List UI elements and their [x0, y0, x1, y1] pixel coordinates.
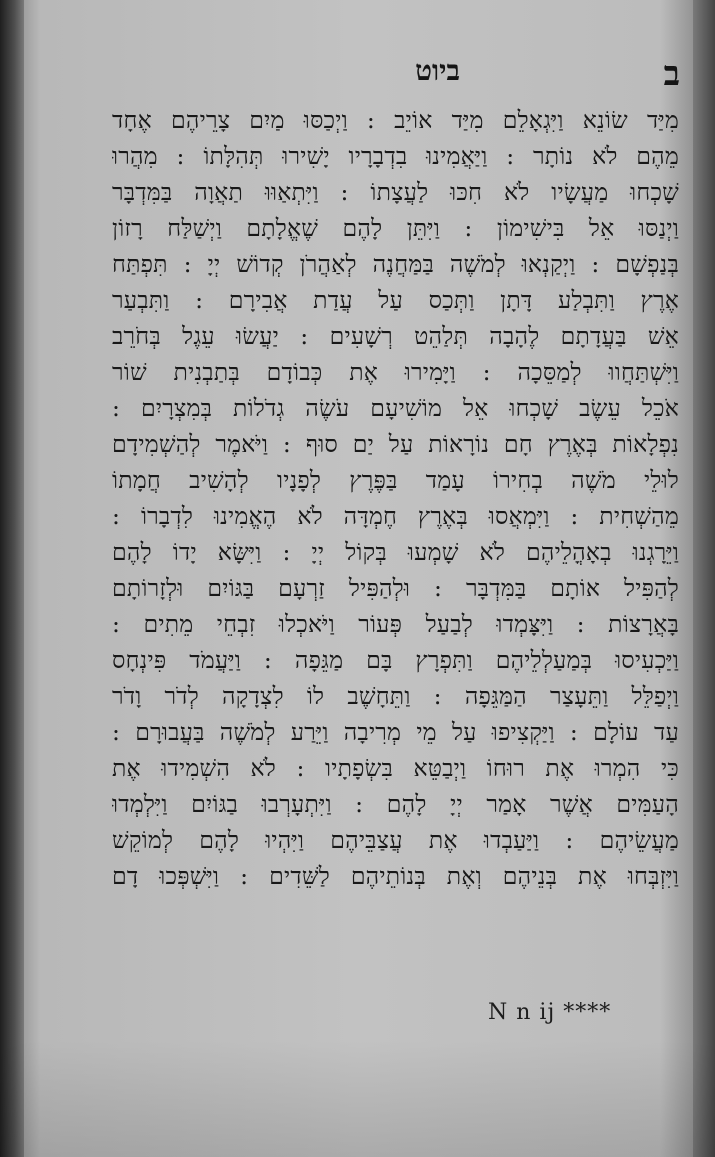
- text-line: מִיַּד שׂוֹנֵא וַיִּגְאָלֵם מִיַּד אוֹיֵב : וַיְכַסּוּ מַיִם צָרֵיהֶם אֶחָד: [112, 106, 679, 134]
- text-line: בָּאֲרָצוֹת : וַיִּצָּמְדוּ לְבַעַל פְּעוֹר וַיֹּאכְלוּ זִבְחֵי מֵתִים :: [112, 610, 679, 638]
- text-line: אֹכֵל עֵשֶׂב שָׁכְחוּ אֵל מוֹשִׁיעָם עֹשֶׂה גְדֹלוֹת בְּמִצְרָיִם :: [112, 394, 679, 422]
- text-line: עַד עוֹלָם : וַיַּקְצִיפוּ עַל מֵי מְרִיבָה וַיֵּרַע לְמֹשֶׁה בַּעֲבוּרָם :: [112, 718, 679, 746]
- text-line: לוּלֵי מֹשֶׁה בְחִירוֹ עָמַד בַּפֶּרֶץ לְפָנָיו לְהָשִׁיב חֲמָתוֹ: [112, 466, 679, 494]
- text-line: מַעֲשֵׂיהֶם : וַיַּעַבְדוּ אֶת עֲצַבֵּיהֶם וַיִּהְיוּ לָהֶם לְמוֹקֵשׁ: [112, 826, 679, 854]
- page-number: ב: [663, 54, 680, 94]
- text-line: הָעַמִּים אֲשֶׁר אָמַר יְיָ לָהֶם : וַיִּתְעָרְבוּ בַגּוֹיִם וַיִּלְמְדוּ: [112, 790, 679, 818]
- text-line: אֵשׁ בַּעֲדָתָם לֶהָבָה תְּלַהֵט רְשָׁעִים : יַעֲשׂוּ עֵגֶל בְּחֹרֵב: [112, 322, 679, 350]
- signature-mark: N n ij ****: [488, 1000, 612, 1025]
- text-line: וַיְפַלֵּל וַתֵּעָצַר הַמַּגֵּפָה : וַתֵּחָשֶׁב לוֹ לִצְדָקָה לְדֹר וָדֹר: [112, 682, 679, 710]
- text-line: מֵהֶם לֹא נוֹתָר : וַיַּאֲמִינוּ בִדְבָרָיו יָשִׁירוּ תְּהִלָּתוֹ : מִהֲרוּ: [112, 142, 679, 170]
- text-line: וַיֵּרָגְנוּ בְאָהֳלֵיהֶם לֹא שָׁמְעוּ בְּקוֹל יְיָ : וַיִּשָּׂא יָדוֹ לָהֶם: [112, 538, 679, 566]
- running-head: ביוט: [415, 54, 460, 87]
- text-line: בְּנַפְשָׁם : וַיְקַנְאוּ לְמֹשֶׁה בַּמַּחֲנֶה לְאַהֲרֹן קְדוֹשׁ יְיָ : תִּפְתַּח: [112, 250, 679, 278]
- text-line: כִּי הִמְרוּ אֶת רוּחוֹ וַיְבַטֵּא בִּשְׂפָתָיו : לֹא הִשְׁמִידוּ אֶת: [112, 754, 679, 782]
- text-line: וַיַּכְעִיסוּ בְּמַעַלְלֵיהֶם וַתִּפְרָץ בָּם מַגֵּפָה : וַיַּעֲמֹד פִּינְחָס: [112, 646, 679, 674]
- text-line: וַיִּזְבְּחוּ אֶת בְּנֵיהֶם וְאֶת בְּנוֹתֵיהֶם לַשֵּׁדִים : וַיִּשְׁפְּכוּ דָם: [112, 862, 679, 890]
- text-line: שָׁכְחוּ מַעֲשָׂיו לֹא חִכּוּ לַעֲצָתוֹ : וַיִּתְאַוּוּ תַאֲוָה בַּמִּדְבָּר: [112, 178, 679, 206]
- text-line: וַיְנַסּוּ אֵל בִּישִׁימוֹן : וַיִּתֵּן לָהֶם שֶׁאֱלָתָם וַיְשַׁלַּח רָזוֹן: [112, 214, 679, 242]
- text-line: לְהַפִּיל אוֹתָם בַּמִּדְבָּר : וּלְהַפִּיל זַרְעָם בַּגּוֹיִם וּלְזָרוֹתָם: [112, 574, 679, 602]
- text-line: אֶרֶץ וַתִּבְלַע דָּתָן וַתְּכַס עַל עֲדַת אֲבִירָם : וַתִּבְעַר: [112, 286, 679, 314]
- text-line: מֵהַשְׁחִית : וַיִּמְאֲסוּ בְּאֶרֶץ חֶמְדָּה לֹא הֶאֱמִינוּ לִדְבָרוֹ :: [112, 502, 679, 530]
- text-line: נִפְלָאוֹת בְּאֶרֶץ חָם נוֹרָאוֹת עַל יַם סוּף : וַיֹּאמֶר לְהַשְׁמִידָם: [112, 430, 679, 458]
- text-line: וַיִּשְׁתַּחֲווּ לְמַסֵּכָה : וַיָּמִירוּ אֶת כְּבוֹדָם בְּתַבְנִית שׁוֹר: [112, 358, 679, 386]
